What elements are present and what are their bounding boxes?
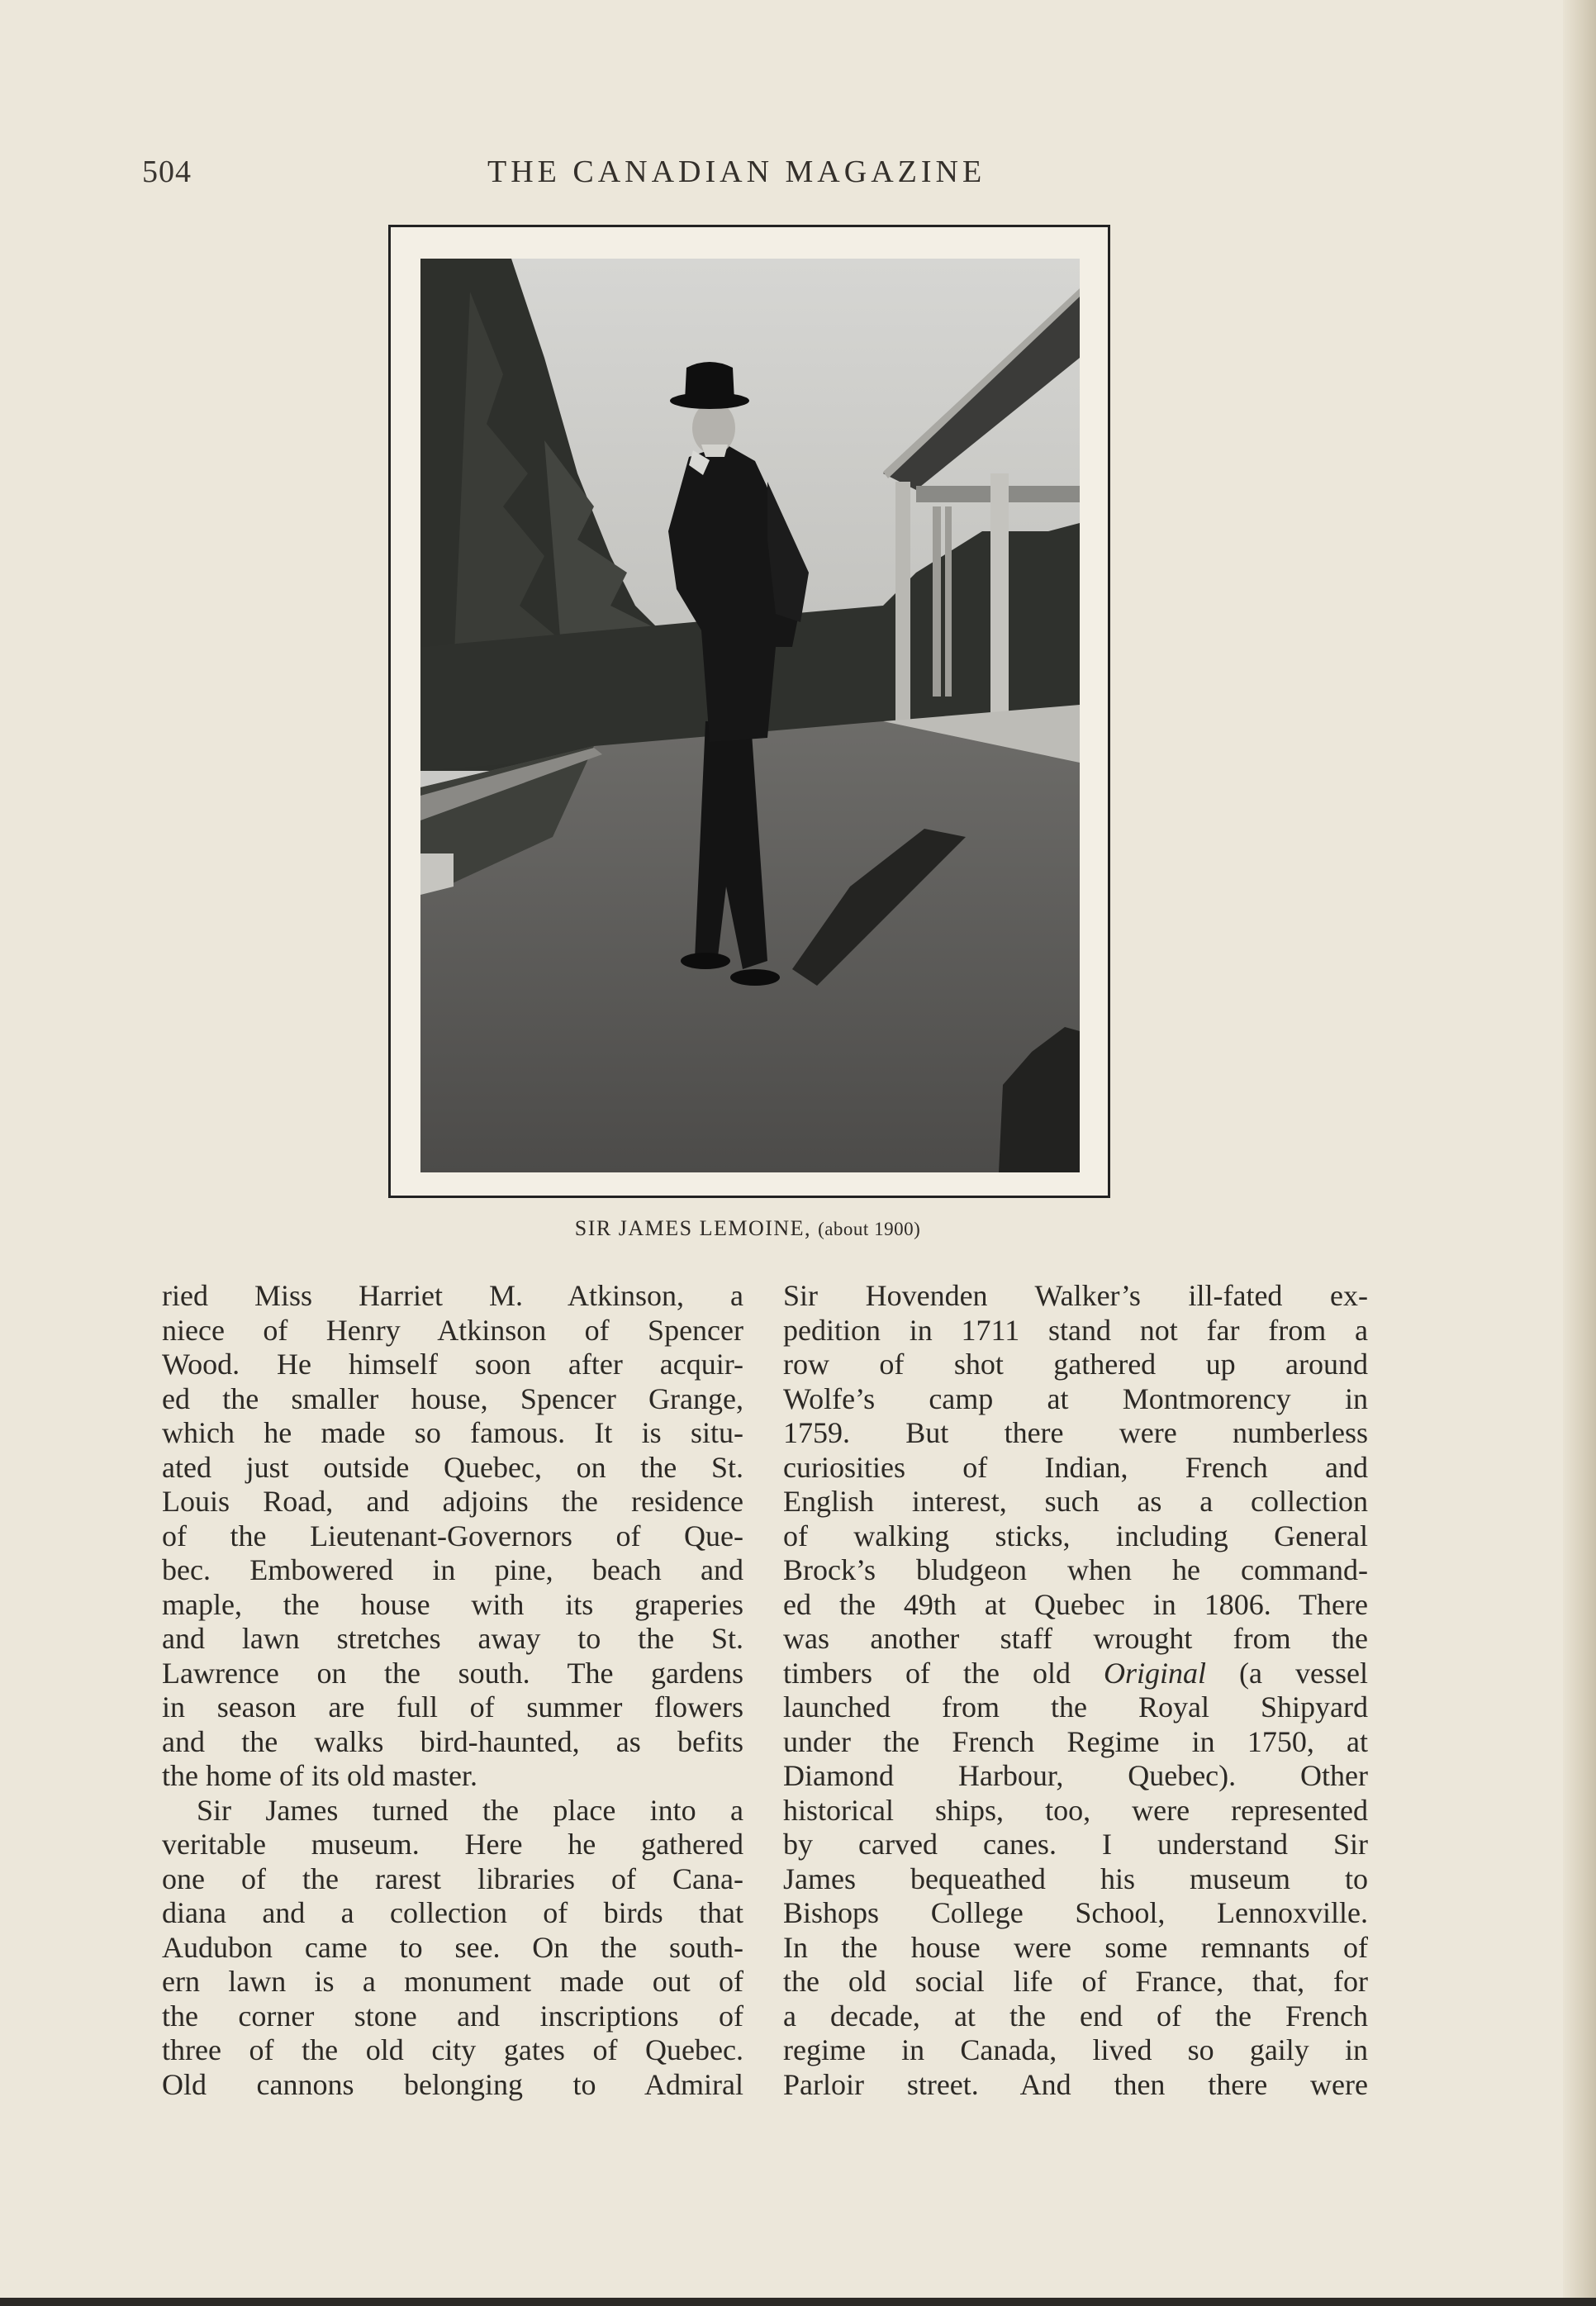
text-line: Bishops College School, Lennoxville. bbox=[783, 1896, 1368, 1929]
text-line: diana and a collection of birds that bbox=[162, 1896, 743, 1929]
text-line: Old cannons belonging to Admiral bbox=[162, 2067, 743, 2101]
text-line: curiosities of Indian, French and bbox=[783, 1450, 1368, 1484]
text-line: ern lawn is a monument made out of bbox=[162, 1965, 743, 1998]
text-line: three of the old city gates of Quebec. bbox=[162, 2033, 743, 2066]
caption-date: (about 1900) bbox=[818, 1219, 921, 1239]
text-fragment: timbers of the old bbox=[783, 1656, 1071, 1690]
text-fragment: (a vessel bbox=[1239, 1656, 1369, 1690]
text-line: ed the smaller house, Spencer Grange, bbox=[162, 1381, 743, 1415]
text-line: the old social life of France, that, for bbox=[783, 1965, 1368, 1998]
text-line: Wolfe’s camp at Montmorency in bbox=[783, 1381, 1368, 1415]
text-line: by carved canes. I understand Sir bbox=[783, 1828, 1368, 1861]
text-line: Louis Road, and adjoins the residence bbox=[162, 1485, 743, 1518]
text-line: row of shot gathered up around bbox=[783, 1348, 1368, 1381]
text-line: historical ships, too, were represented bbox=[783, 1793, 1368, 1827]
text-line: of the Lieutenant-Governors of Que- bbox=[162, 1519, 743, 1552]
text-line: English interest, such as a collection bbox=[783, 1485, 1368, 1518]
text-line: was another staff wrought from the bbox=[783, 1622, 1368, 1655]
text-line: launched from the Royal Shipyard bbox=[783, 1690, 1368, 1724]
text-line-with-italic bbox=[783, 1657, 1368, 1691]
right-text-column bbox=[783, 1279, 1368, 2102]
text-line: veritable museum. Here he gathered bbox=[162, 1828, 743, 1861]
text-line: regime in Canada, lived so gaily in bbox=[783, 2033, 1368, 2066]
text-line: a decade, at the end of the French bbox=[783, 1999, 1368, 2033]
text-line: Parloir street. And then there were bbox=[783, 2067, 1368, 2101]
text-line: niece of Henry Atkinson of Spencer bbox=[162, 1313, 743, 1347]
ship-name-italic: Original bbox=[1104, 1656, 1207, 1690]
running-title: THE CANADIAN MAGAZINE bbox=[487, 155, 986, 189]
text-line: of walking sticks, including General bbox=[783, 1519, 1368, 1552]
text-line: which he made so famous. It is situ- bbox=[162, 1416, 743, 1449]
text-line: ed the 49th at Quebec in 1806. There bbox=[783, 1587, 1368, 1621]
text-line: ried Miss Harriet M. Atkinson, a bbox=[162, 1279, 743, 1312]
page-edge bbox=[1563, 0, 1596, 2306]
text-line: bec. Embowered in pine, beach and bbox=[162, 1553, 743, 1586]
text-line: pedition in 1711 stand not far from a bbox=[783, 1313, 1368, 1347]
text-line: Audubon came to see. On the south- bbox=[162, 1930, 743, 1964]
figure-caption bbox=[0, 1216, 1495, 1241]
caption-main: SIR JAMES LEMOINE, bbox=[574, 1216, 812, 1240]
text-line: 1759. But there were numberless bbox=[783, 1416, 1368, 1449]
text-line: and lawn stretches away to the St. bbox=[162, 1622, 743, 1655]
text-line: James bequeathed his museum to bbox=[783, 1861, 1368, 1895]
page-number: 504 bbox=[142, 155, 192, 189]
photo-plate bbox=[388, 225, 1110, 1198]
portrait-photo-icon bbox=[420, 259, 1080, 1172]
text-line: maple, the house with its graperies bbox=[162, 1587, 743, 1621]
text-line: under the French Regime in 1750, at bbox=[783, 1724, 1368, 1758]
text-line: in season are full of summer flowers bbox=[162, 1690, 743, 1724]
text-line: Wood. He himself soon after acquir- bbox=[162, 1348, 743, 1381]
text-line: ated just outside Quebec, on the St. bbox=[162, 1450, 743, 1484]
text-line: Brock’s bludgeon when he command- bbox=[783, 1553, 1368, 1586]
text-line: Lawrence on the south. The gardens bbox=[162, 1656, 743, 1690]
text-line: and the walks bird-haunted, as befits bbox=[162, 1724, 743, 1758]
left-text-column bbox=[162, 1279, 743, 2102]
portrait-photo bbox=[420, 259, 1080, 1172]
page-bottom-edge bbox=[0, 2298, 1596, 2306]
text-line: In the house were some remnants of bbox=[783, 1930, 1368, 1964]
text-line: one of the rarest libraries of Cana- bbox=[162, 1861, 743, 1895]
text-line: the corner stone and inscriptions of bbox=[162, 1999, 743, 2033]
text-line: Diamond Harbour, Quebec). Other bbox=[783, 1759, 1368, 1792]
text-line: Sir Hovenden Walker’s ill-fated ex- bbox=[783, 1279, 1368, 1312]
text-line: the home of its old master. bbox=[162, 1759, 477, 1792]
text-line: Sir James turned the place into a bbox=[197, 1793, 743, 1827]
